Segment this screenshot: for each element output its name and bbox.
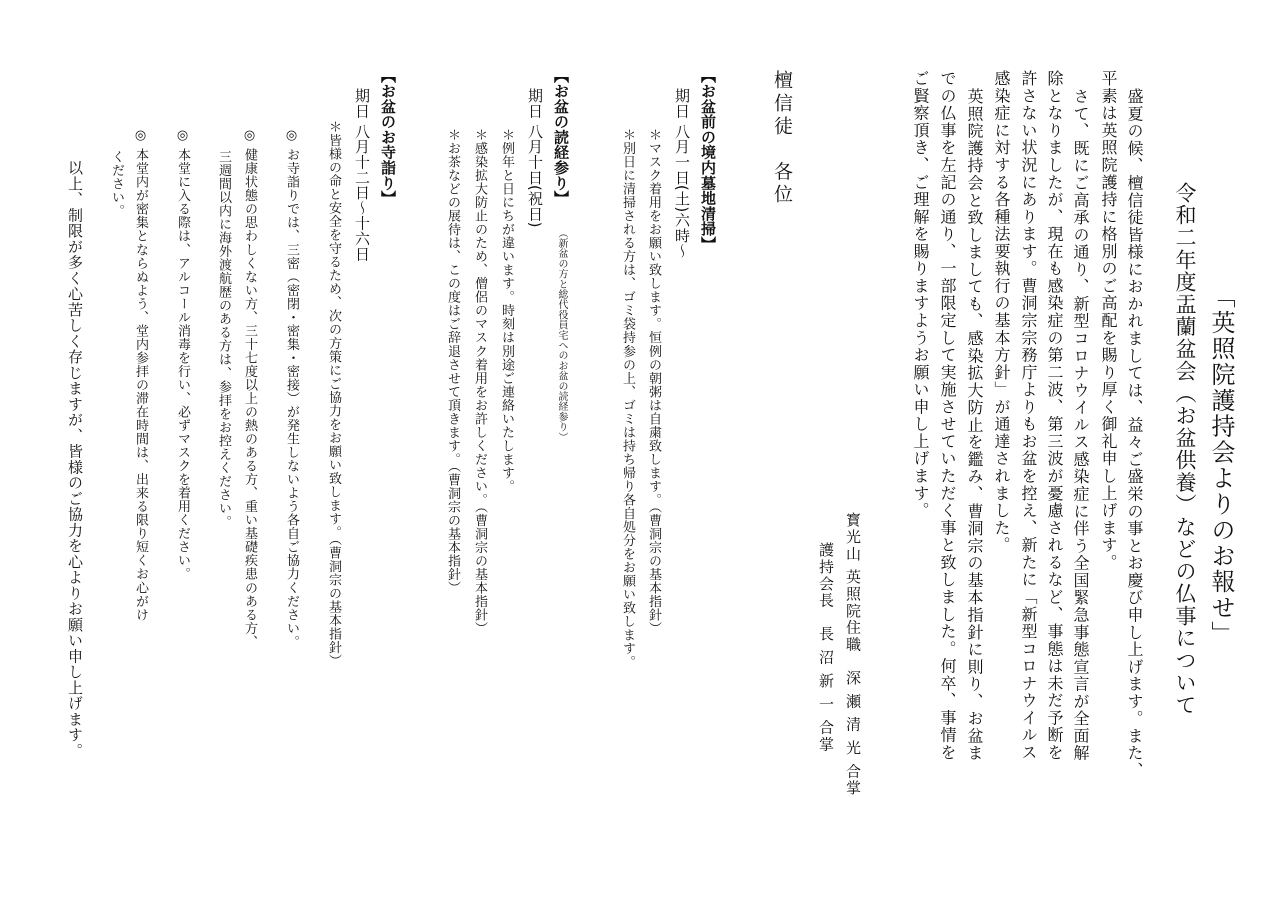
section-note: ＊皆様の命と安全を守るため、次の方策にご協力をお願い致します。（曹洞宗の基本指針）	[326, 120, 341, 668]
section-heading: 【お盆のお寺詣り】	[379, 68, 397, 206]
closing-remark: 以上、制限が多く心苦しく存じますが、皆様のご協力を心よりお願い申し上げます。	[66, 160, 84, 759]
section-bullet: ◎ お寺詣りでは、三密（密閉・密集・密接）が発生しないよう各自ご協力ください。	[284, 128, 299, 649]
section-bullet-continued: ください。	[109, 150, 124, 218]
body-line: 盛夏の候、檀信徒皆様におかれましては、益々ご盛栄の事とお慶び申し上げます。また、	[1125, 88, 1144, 780]
section-date: 期日 八月十日(祝日)	[526, 88, 544, 228]
body-line: さて、既にご高承の通り、新型コロナウイルス感染症に伴う全国緊急事態宣言が全面解	[1071, 88, 1090, 762]
section-heading: 【お盆前の境内墓地清掃】	[699, 68, 717, 252]
section-heading-note: （新盆の方と総代役員宅へのお盆の読経参り）	[556, 228, 567, 443]
document-title: 「英照院護持会よりのお報せ」	[1207, 284, 1235, 647]
body-line: 除となりましたが、現在も感染症の第二波、第三波が憂慮されるなど、事態は未だ予断を	[1045, 70, 1064, 762]
section-date: 期日 八月十二日～十六日	[353, 88, 371, 262]
section-note: ＊例年と日にちが違います。時刻は別途ご連絡いたします。	[499, 128, 514, 494]
recipient-address: 檀信徒 各位	[771, 70, 793, 207]
section-note: ＊お茶などの展待は、この度はご辞退させて頂きます。（曹洞宗の基本指針）	[445, 128, 460, 595]
body-line: ご賢察頂き、ご理解を賜りますようお願い申し上げます。	[911, 70, 930, 520]
section-bullet-continued: 三週間以内に海外渡航歴のある方は、参拝をお控えください。	[216, 150, 231, 529]
body-line: 感染症に対する各種法要執行の基本方針」が通達されました。	[992, 70, 1011, 554]
section-date: 期日 八月一日(土)六時～	[673, 88, 691, 259]
body-line: 平素は英照院護持に格別のご高配を賜り厚く御礼申し上げます。	[1099, 70, 1118, 572]
section-bullet: ◎ 本堂に入る際は、アルコール消毒を行い、必ずマスクを着用ください。	[175, 128, 190, 581]
section-heading: 【お盆の読経参り】	[552, 68, 570, 206]
body-line: での仏事を左記の通り、一部限定して実施させていただく事と致しました。何卒、事情を	[938, 70, 957, 762]
section-bullet: ◎ 健康状態の思わしくない方、三十七度以上の熱のある方、重い基礎疾患のある方、	[242, 128, 257, 649]
section-bullet: ◎ 本堂内が密集とならぬよう、堂内参拝の滞在時間は、出来る限り短くお心がけ	[133, 128, 148, 622]
signature-chairman: 護持会長 長 沼 新 一 合掌	[817, 542, 835, 754]
section-note: ＊マスク着用をお願い致します。恒例の朝粥は自粛致します。（曹洞宗の基本指針）	[646, 128, 661, 636]
body-line: 許さない状況にあります。曹洞宗宗務庁よりもお盆を控え、新たに「新型コロナウイルス	[1019, 70, 1038, 762]
section-note: ＊別日に清掃される方は、ゴミ袋持参の上、ゴミは持ち帰り各自処分をお願い致します。	[620, 128, 635, 669]
signature-priest: 寳光山 英照院住職 深 瀬 清 光 合掌	[844, 512, 862, 797]
body-line: 英照院護持会と致しましても、感染拡大防止を鑑み、曹洞宗の基本指針に則り、お盆ま	[965, 88, 984, 762]
section-note: ＊感染拡大防止のため、僧侶のマスク着用をお許しください。（曹洞宗の基本指針）	[472, 128, 487, 636]
document-subtitle: 令和二年度盂蘭盆会（お盆供養）などの仏事について	[1173, 182, 1197, 717]
